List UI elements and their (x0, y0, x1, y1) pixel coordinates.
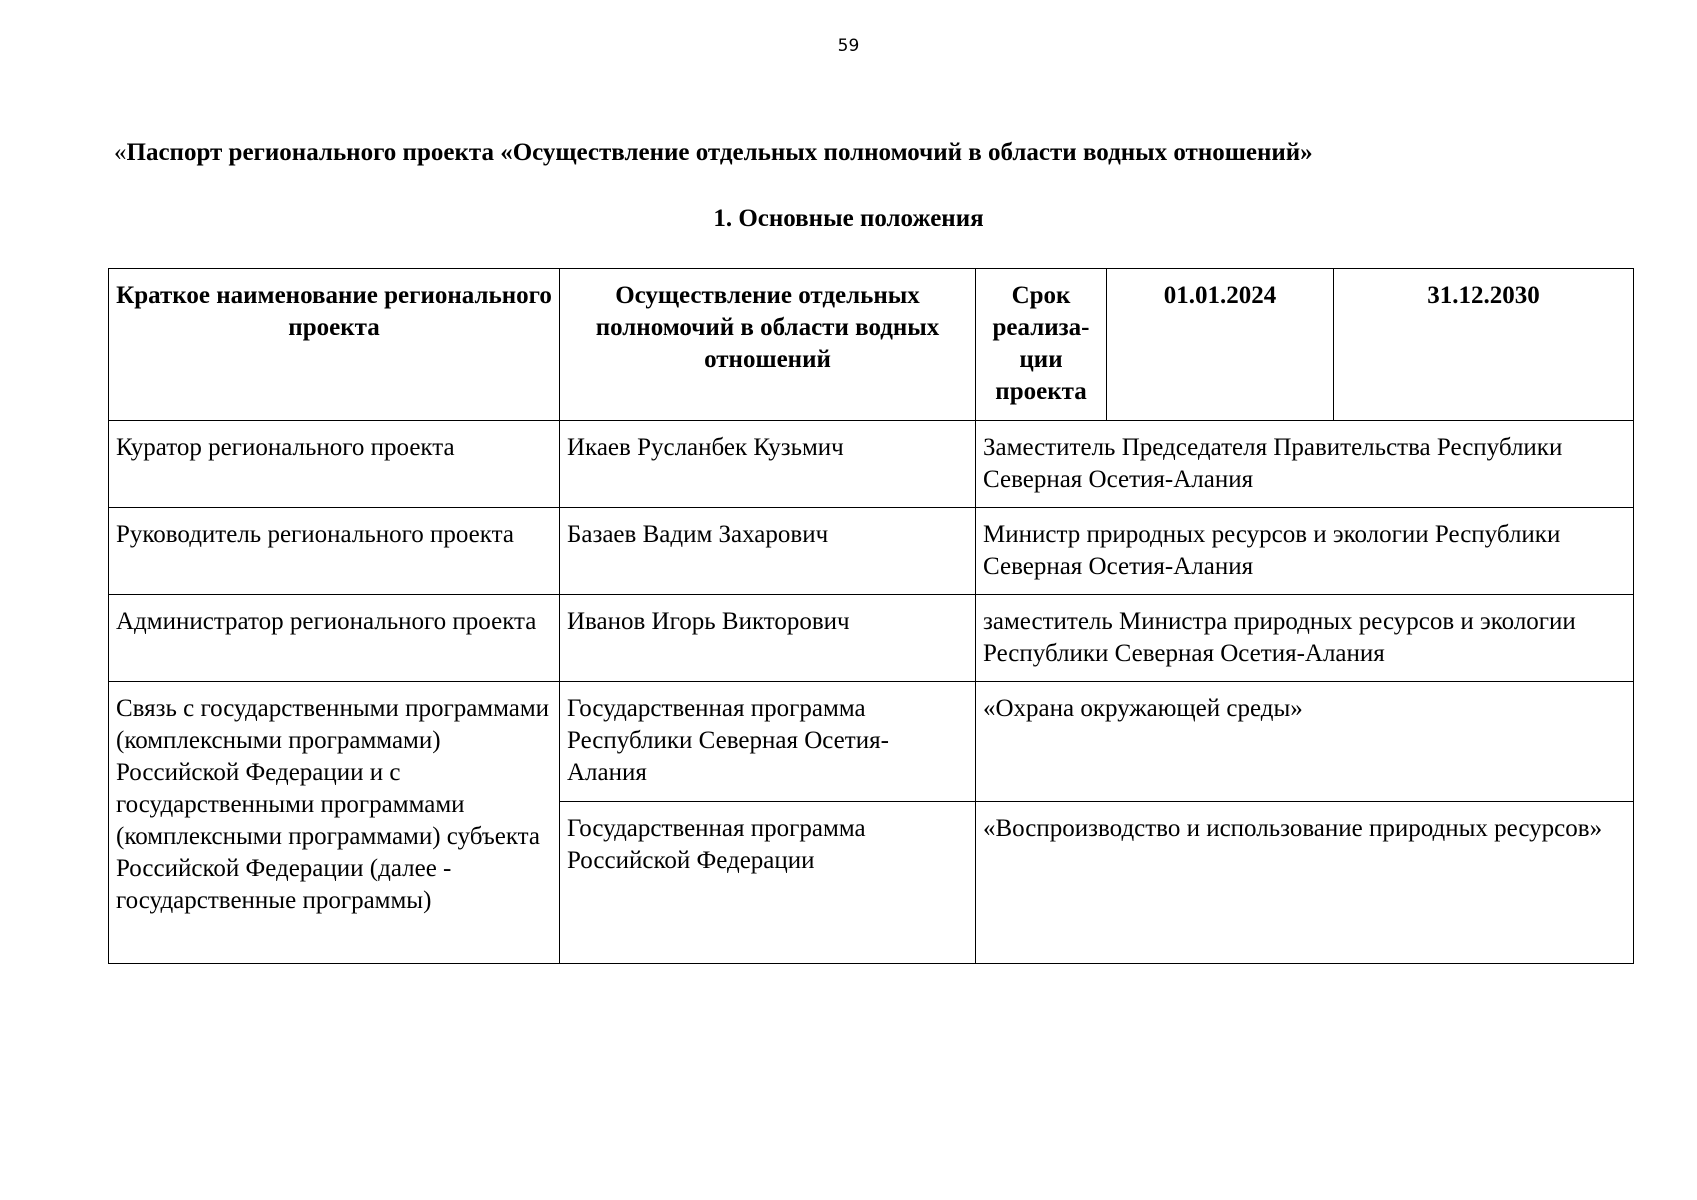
table-row (109, 421, 1634, 508)
row-person-cell: Икаев Русланбек Кузьмич (560, 421, 976, 508)
row-label-cell: Администратор регионального проекта (109, 595, 560, 682)
page-number: 59 (837, 36, 860, 56)
row-position-cell: заместитель Министра природных ресурсов и экологии Республики Северная Осетия-Алания (976, 595, 1634, 682)
table-header-row (109, 269, 1634, 421)
program-name-cell: «Воспроизводство и использование природных ресурсов» (976, 802, 1634, 964)
program-name-cell: «Охрана окружающей среды» (976, 682, 1634, 802)
program-type-cell: Государственная программа Республики Северная Осетия-Алания (560, 682, 976, 802)
row-position-cell: Министр природных ресурсов и экологии Республики Северная Осетия-Алания (976, 508, 1634, 595)
row-person-cell: Иванов Игорь Викторович (560, 595, 976, 682)
table-row (109, 508, 1634, 595)
row-label-cell: Руководитель регионального проекта (109, 508, 560, 595)
short-name-value-cell: Осуществление отдельных полномочий в области водных отношений (560, 269, 976, 421)
term-label-cell: Срок реализа-ции проекта (976, 269, 1107, 421)
table-row (109, 595, 1634, 682)
row-person-cell: Базаев Вадим Захарович (560, 508, 976, 595)
title-text: Паспорт регионального проекта «Осуществление отдельных полномочий в области водных отношений» (126, 139, 1313, 166)
section-heading: 1. Основные положения (713, 205, 984, 232)
programs-label-cell: Связь с государственными программами (комплексными программами) Российской Федерации и с государственными программами (комплексными программами) субъекта Российской Федерации (далее - государственные программы) (109, 682, 560, 964)
start-date-cell: 01.01.2024 (1107, 269, 1334, 421)
end-date-cell: 31.12.2030 (1334, 269, 1634, 421)
program-type-cell: Государственная программа Российской Федерации (560, 802, 976, 964)
document-title (114, 138, 1614, 168)
passport-table (108, 268, 1634, 964)
table-row (109, 682, 1634, 802)
title-open-quote: « (114, 139, 127, 166)
short-name-label-cell: Краткое наименование регионального проекта (109, 269, 560, 421)
row-label-cell: Куратор регионального проекта (109, 421, 560, 508)
row-position-cell: Заместитель Председателя Правительства Республики Северная Осетия-Алания (976, 421, 1634, 508)
